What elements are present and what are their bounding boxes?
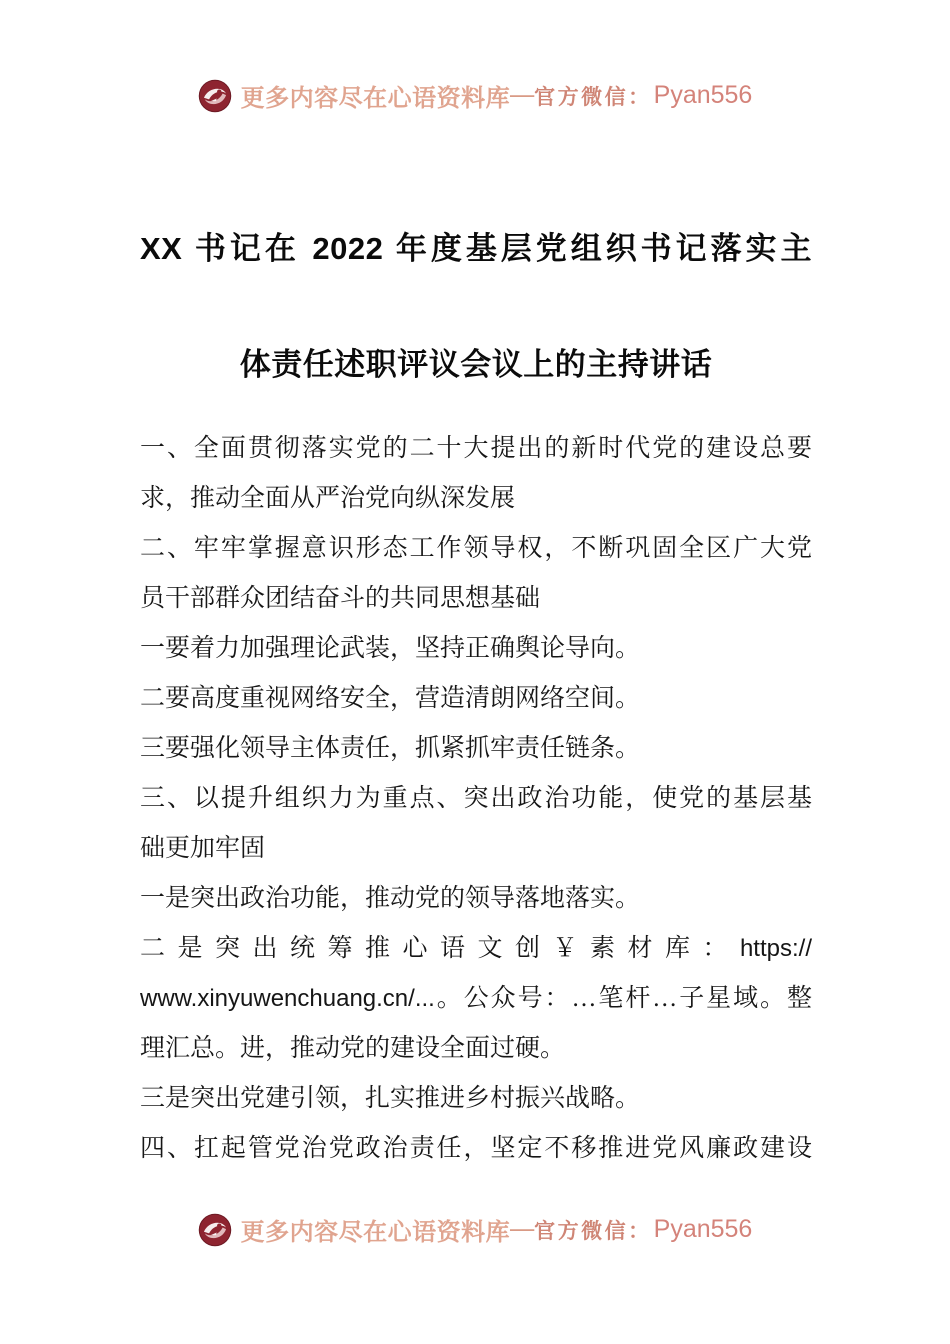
circular-fish-emblem-icon xyxy=(198,79,232,113)
paragraph-point-three-1 xyxy=(140,874,812,924)
paragraph-section-four xyxy=(140,1124,812,1174)
paragraph-point-two-1 xyxy=(140,624,812,674)
body-line: 二要高度重视网络安全，营造清朗网络空间。 xyxy=(140,685,641,712)
body-line: 三要强化领导主体责任，抓紧抓牢责任链条。 xyxy=(140,735,641,762)
body-line: 求，推动全面从严治党向纵深发展 xyxy=(140,485,516,512)
title-line-1: XX 书记在 2022 年度基层党组织书记落实主 xyxy=(140,230,812,266)
header-watermark xyxy=(0,78,950,113)
paragraph-section-one xyxy=(140,424,812,524)
watermark-main-text: 更多内容尽在心语资料库 xyxy=(240,1220,511,1246)
body-line: 三是突出党建引领，扎实推进乡村振兴战略。 xyxy=(140,1085,641,1112)
page-title xyxy=(140,191,812,423)
body-line-text: 。公众号：…笔杆…子星域。整 xyxy=(434,985,812,1012)
body-line: 三、以提升组织力为重点、突出政治功能，使党的基层基 xyxy=(140,785,812,812)
body-line: 一要着力加强理论武装，坚持正确舆论导向。 xyxy=(140,635,641,662)
source-url-head: https:// xyxy=(739,935,812,962)
paragraph-section-two xyxy=(140,524,812,624)
watermark-wechat-handle: Pyan556 xyxy=(653,81,753,109)
paragraph-point-three-3 xyxy=(140,1074,812,1124)
body-line-with-url xyxy=(140,924,812,974)
footer-watermark xyxy=(0,1212,950,1247)
body-line: 一是突出政治功能，推动党的领导落地落实。 xyxy=(140,885,641,912)
body-line: 础更加牢固 xyxy=(140,835,266,862)
paragraph-point-three-2 xyxy=(140,924,812,1074)
body-line: 二、牢牢掌握意识形态工作领导权，不断巩固全区广大党 xyxy=(140,535,812,562)
watermark-dash: — xyxy=(510,1216,535,1242)
document-body xyxy=(140,424,812,1174)
title-line-2: 体责任述职评议会议上的主持讲话 xyxy=(239,346,713,382)
source-url-tail: www.xinyuwenchuang.cn/... xyxy=(140,985,435,1012)
body-line: 一、全面贯彻落实党的二十大提出的新时代党的建设总要 xyxy=(140,435,812,462)
watermark-sub-text: 官方微信： xyxy=(534,84,652,109)
watermark-main-text: 更多内容尽在心语资料库 xyxy=(240,86,511,112)
watermark-wechat-handle: Pyan556 xyxy=(653,1215,753,1243)
paragraph-section-three xyxy=(140,774,812,874)
paragraph-point-two-2 xyxy=(140,674,812,724)
body-line: 四、扛起管党治党政治责任，坚定不移推进党风廉政建设 xyxy=(140,1135,812,1162)
body-line: 理汇总。进，推动党的建设全面过硬。 xyxy=(140,1035,566,1062)
circular-fish-emblem-icon xyxy=(198,1213,232,1247)
body-line-with-url xyxy=(140,974,812,1024)
body-line-text: 二是突出统筹推心语文创￥素材库： xyxy=(140,935,740,962)
body-line: 员干部群众团结奋斗的共同思想基础 xyxy=(140,585,541,612)
paragraph-point-two-3 xyxy=(140,724,812,774)
watermark-sub-text: 官方微信： xyxy=(534,1218,652,1243)
watermark-dash: — xyxy=(510,82,535,108)
